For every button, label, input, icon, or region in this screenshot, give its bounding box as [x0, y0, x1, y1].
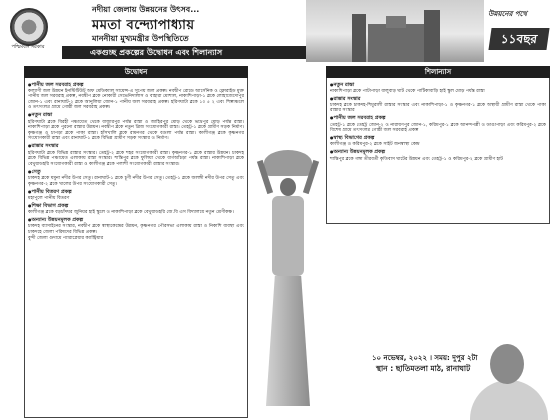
section-text: কালীগঞ্জ ব্লকে বড়চাঁদঘর জুনিয়র হাই স্কুলে ও নাকাশিপাড়া ব্লকে বেথুয়াডহরি জে.বি এস বিদ্যালয়ে নতুন শ্রেণীকক্ষ।	[28, 209, 234, 215]
section-text: নাকাশিপাড়া ব্লকে পাটাপাড়া বালুবাড় ঘাট থেকে পাটিকাবাড়ি হাই স্কুল মোড় পর্যন্ত রাস্তা	[330, 88, 485, 94]
section-text: চাকদহ ব্লকে যমুনা নদীর উপর সেতু। রানাঘাট-১ ব্লকে চূর্ণী নদীর উপর সেতু। তেহট্ট-১ ব্লকে জলঙ্গী নদীর উপর সেতু এবং কৃষ্ণনগর-২ ব্লকে খালের উপর সংযোগকারী সেতু।	[28, 175, 244, 187]
section-text: শান্তিপুর ব্লকে গঙ্গা তীরবর্তী কৃতিবাস ঘাটের উন্নয়ন এবং তেহট্ট-১ ও করিমপুর-২ ব্লকে গ্রামীণ হাট	[330, 156, 503, 162]
section-title: ● পানীয় জল সরবরাহ প্রকল্প	[28, 82, 244, 89]
section-title: ● পানীয় জল সরবরাহ প্রকল্প	[330, 115, 546, 122]
event-date: ১০ নভেম্বর, ২০২২ । সময়: দুপুর ২টা	[372, 354, 478, 362]
section-text: বুন্দী জেলা গুদামে প্যারাপ্লেয়ার ক্যান্ট্রিয়ার	[28, 236, 104, 242]
section-title: ● অন্যান্য উন্নয়নমূলক প্রকল্প	[330, 149, 546, 156]
section-title: ● নতুন রাস্তা	[28, 112, 244, 119]
section-title: ● সেতু	[28, 169, 244, 176]
woman-with-basket-illustration	[248, 150, 328, 420]
header-tagline: নদীয়া জেলায় উন্নয়নের উৎসব...	[92, 5, 200, 14]
inauguration-heading: উদ্বোধন	[24, 66, 248, 78]
section-title: ● নতুন রাস্তা	[330, 82, 546, 89]
section-text: কল্যাণী জল উন্নয়ন ইনস্টিটিউট অফ মেডিক্যাল সায়েন্স-এ সুপেয় জল প্রকল্প। নবদ্বীপ রোডে আর্সেনিক ও ফ্লোরাইড মুক্ত পানীয় জল সরবরাহ প্রকল্প, নবদ্বীপ ব্লকে নোকারী সেভেনিদালাস ও বাহারা মোশাল, নাকাশিপাড়া-১ ব্লকে লোহাজেদোপুর জোন-১ এবং রানাঘাট-২ ব্লকে আনুলিয়া জোন-১ পানীয় জল সরবরাহ প্রকল্প। হরিণঘাটা ব্লকে ১০ ৫ ২ এবং শিল্পাঞ্চলে ও তৎসংলগ্ন গ্রামে গোষ্ঠী জল সরবরাহ প্রকল্প।	[28, 88, 244, 111]
temple-photo	[306, 0, 484, 62]
section-text: হরিণঘাটা ব্লকে বিভিন্ন রাস্তার সংস্কার। তেহট্ট-২ ব্লকে শহর সংযোগকারী রাস্তা। কৃষ্ণনগর-১ ব্লকে রাস্তার উন্নয়ন। চাকদহ ব্লকে বিভিন্ন পঞ্চায়েত এলাকায় রাস্তা সংস্কার। শান্তিপুর ব্লকে ফুলিয়া থেকে বাগআঁচড়া পর্যন্ত রাস্তা। নাকাশিপাড়া ব্লকে বেথুয়াডহরি সংযোগকারী রাস্তা ও কালীগঞ্জ ব্লকে পলাশী সংযোগকারী রাস্তার সংস্কার।	[28, 150, 244, 167]
section-text: তেহট্ট-১ ব্লকে তেহট্ট জোন-২ ও নারায়ণপুর জোন-১, করিমপুর-১ ব্লকে আনন্দপল্লী ও ডাঙাপাড়া এবং করিমপুর-২ ব্লকে বিশেষ গ্রামে তৎসংলগ্ন গোষ্ঠী জল সরবরাহ প্রকল্প	[330, 122, 546, 134]
section-title: ● রাস্তার সংস্কার	[28, 143, 244, 150]
section-title: ● স্বাস্থ্য বিভাগের প্রকল্প	[330, 135, 546, 142]
header-subtitle: মাননীয়া মুখ্যমন্ত্রীর উপস্থিতিতে	[92, 34, 189, 43]
section-text: কালীগঞ্জ ও করিমপুর-২ ব্লকে সাইট জনস্বাস্থ্য কেন্দ্র	[330, 142, 420, 148]
badge-years: ১১বছর	[488, 28, 549, 50]
chief-minister-name: মমতা বন্দ্যোপাধ্যায়	[92, 18, 195, 33]
foundation-list	[330, 80, 546, 163]
section-text: হরিণঘাটা ব্লকে বিরহী পঞ্চায়েত থেকে বাজারপুর পর্যন্ত রাস্তা ও জাহিরপুর মোড় থেকে ভাদ্রপুর মোড় পর্যন্ত রাস্তা। নাকাশিপাড়া ব্লকে পুরনো রাস্তার উন্নয়ন। নবদ্বীপ ব্লকে নতুন ব্রিজ সংযোগকারী রাস্তা। তেহট্ট-১ ব্লকে গ্রামীণ সড়ক নির্মাণ। কৃষ্ণগঞ্জ ও চাপড়া ব্লকে পাকা রাস্তা। হাঁসখালি ব্লকে রামনগর থেকে বগুলা পর্যন্ত রাস্তা। কালীগঞ্জ ব্লকে কৃষ্ণনগর সংযোগকারী রাস্তা এবং রানাঘাট-১ ব্লকে বিভিন্ন গ্রামীণ সড়ক সংস্কার ও নির্মাণ।	[28, 119, 244, 142]
foundation-heading: শিলান্যাস	[326, 66, 550, 78]
emblem-caption: পশ্চিমবঙ্গ সরকার	[11, 44, 45, 50]
section-title: ● রাস্তার সংস্কার	[330, 96, 546, 103]
event-venue: স্থান : ছাতিমতলা মাঠ, রানাঘাট	[376, 364, 471, 373]
section-text: চাকদহ ব্লকে চাকদহ-শিমুরালী রাস্তার সংস্কার এবং নাকাশিপাড়া-১ ও কৃষ্ণনগর-১ ব্লকে অস্থায়ী গ্রামীণ রাস্তা থেকে পাকা রাস্তার সংস্কার	[330, 102, 546, 114]
section-text: মহাপুলে পানীয় বিতরণ	[28, 195, 70, 201]
header-project-bar: একগুচ্ছ প্রকল্পের উদ্বোধন এবং শিলান্যাস	[62, 46, 312, 59]
section-title: ● পানীয় বিতরণ প্রকল্প	[28, 189, 244, 196]
section-title: ● শিক্ষা বিভাগ প্রকল্প	[28, 203, 244, 210]
section-text: চাকদহ ব্যাসাইনের সংস্কার, নবদ্বীপ ব্লকে স্বাস্থ্যকেন্দ্রের উন্নয়ন, কৃষ্ণনগর পৌরসভা এলাকায় রাস্তা ও নিকাশি ব্যবস্থা এবং চাকদহে জেলা পরিষদের বিভিন্ন প্রকল্প।	[28, 224, 244, 235]
section-title: ● অন্যান্য উন্নয়নমূলক প্রকল্প	[28, 217, 244, 224]
basket-icon	[264, 150, 312, 176]
chief-minister-photo	[462, 340, 554, 420]
header-banner	[0, 0, 554, 62]
badge-tagline: উন্নয়নের পথে	[488, 10, 527, 18]
inauguration-list	[28, 80, 244, 243]
anniversary-badge	[484, 0, 554, 62]
government-emblem-icon	[10, 8, 48, 46]
